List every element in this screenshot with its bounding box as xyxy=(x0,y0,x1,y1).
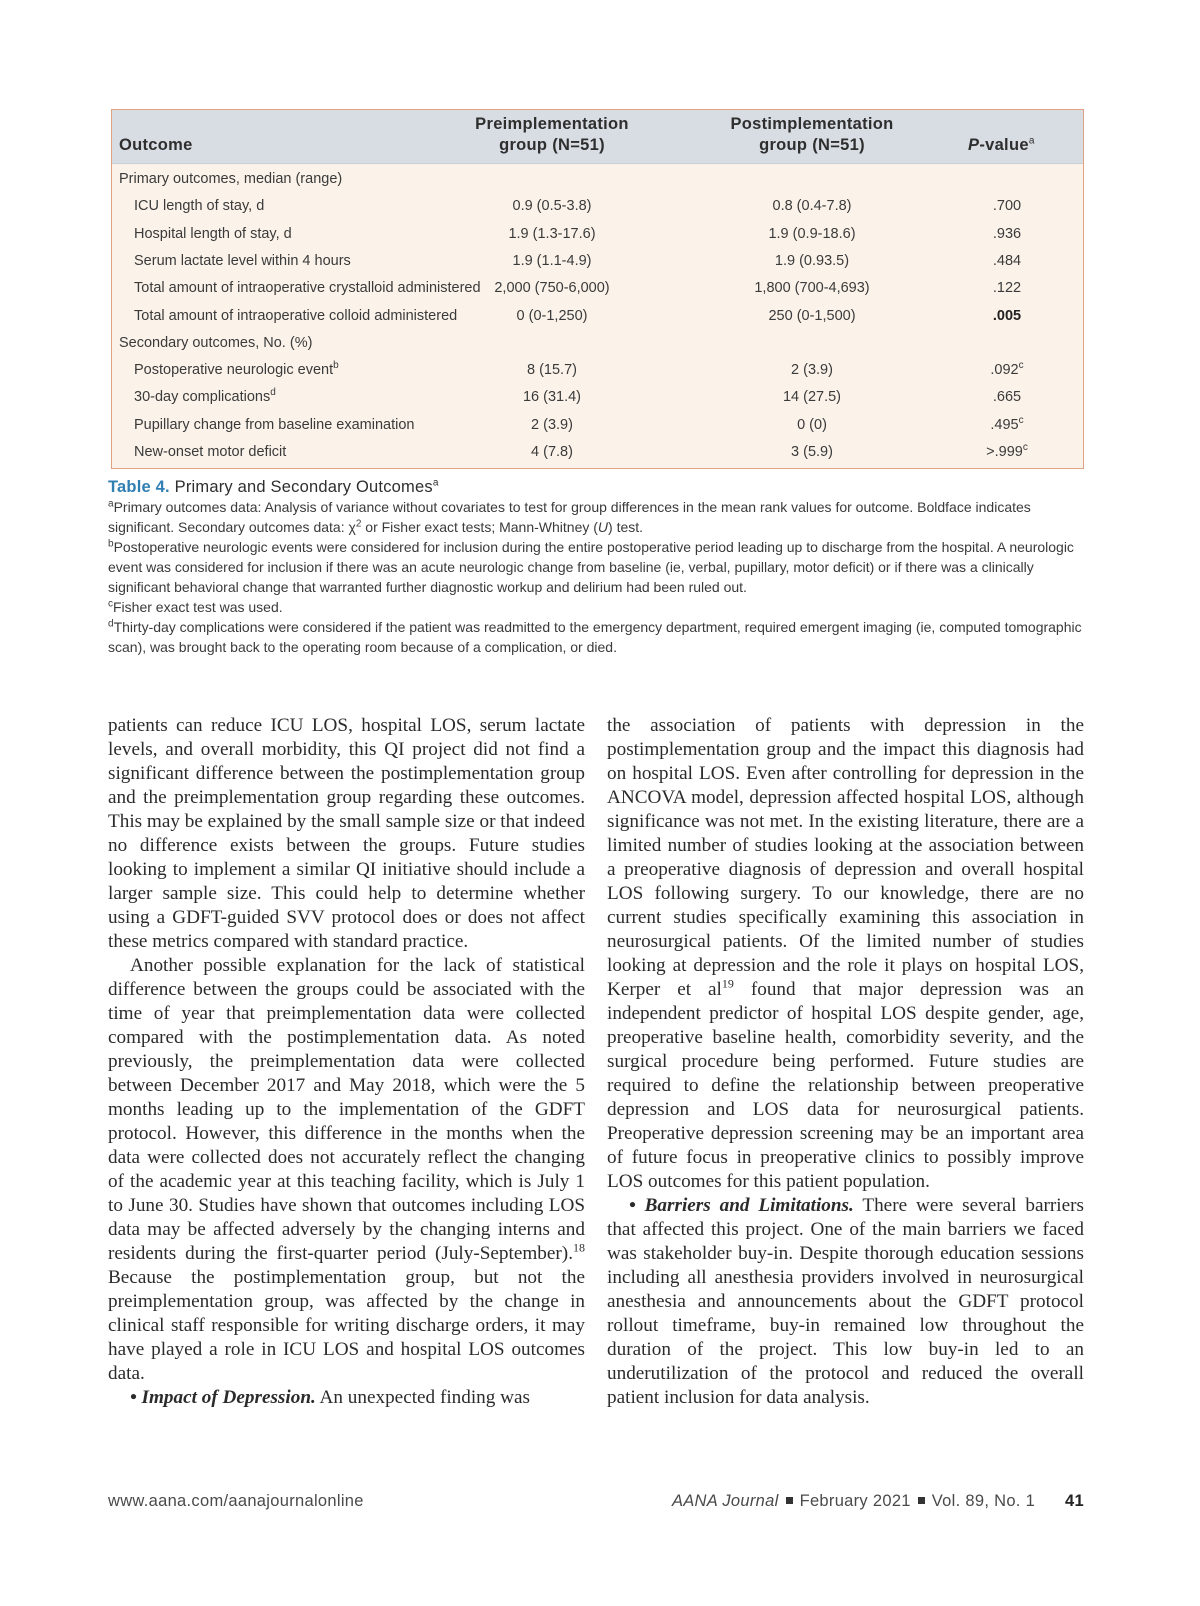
footer-date: February 2021 xyxy=(799,1492,911,1510)
p-value-footnote-mark: c xyxy=(1018,414,1024,426)
p-value xyxy=(942,414,1072,433)
outcome-label xyxy=(134,362,339,378)
left-paragraph-3-text: An unexpected finding was xyxy=(315,1387,531,1408)
footnote-a-u: U xyxy=(597,519,609,535)
table-row xyxy=(112,384,1083,411)
footnote-d-text: Thirty-day complications were considered if the patient was readmitted to the emergency department, required emergent imaging (ie, computed tomographic scan), was brought back to the operating room because of a complication, or died. xyxy=(108,619,1082,655)
heading-barriers-and-limitations: • Barriers and Limitations. xyxy=(629,1195,854,1216)
outcome-label-text: Hospital length of stay, d xyxy=(134,225,292,242)
table-row xyxy=(112,248,1083,275)
left-paragraph-2 xyxy=(108,954,585,1386)
left-paragraph-3 xyxy=(108,1386,585,1410)
p-value-text: >.999 xyxy=(986,444,1023,460)
heading-impact-of-depression: • Impact of Depression. xyxy=(130,1387,316,1408)
page-number: 41 xyxy=(1065,1492,1084,1510)
footnote-b-text: Postoperative neurologic events were considered for inclusion during the entire postoperative period leading up to discharge from the hospital. A neurologic event was considered for inclusion if there was an acute neurologic change from baseline (ie, verbal, pupillary, motor deficit) or if there was a clinically significant behavioral change that warranted further diagnostic workup and delirium had been ruled out. xyxy=(108,539,1074,595)
header-postimplementation xyxy=(702,114,922,156)
post-value: 1.9 (0.93.5) xyxy=(774,252,850,269)
pre-value: 16 (31.4) xyxy=(522,389,582,406)
pre-value: 8 (15.7) xyxy=(527,362,577,379)
left-paragraph-2-b: Because the postimplementation group, but not the preimplementation group, was affected by the change in clinical staff responsible for writing discharge orders, it may have played a role in ICU LOS and hospital LOS outcomes data. xyxy=(108,1267,585,1384)
post-value: 1.9 (0.9-18.6) xyxy=(768,225,856,242)
post-value: 0 (0) xyxy=(797,416,827,433)
caption-label: Table 4. xyxy=(108,478,170,496)
footnote-a-text1: Primary outcomes data: Analysis of variance without covariates to test for group differences in the mean rank values for outcome. Boldface indicates significant. Secondary outcomes data: xyxy=(108,499,1031,535)
body-column-right xyxy=(607,714,1084,1410)
footnote-c-text: Fisher exact test was used. xyxy=(113,599,283,615)
footer-citation xyxy=(672,1492,1084,1511)
outcome-label-text: Secondary outcomes, No. (%) xyxy=(119,334,313,351)
outcome-label-text: Pupillary change from baseline examination xyxy=(134,416,415,433)
footnote-a-mark: a xyxy=(108,498,114,510)
outcome-label-text: ICU length of stay, d xyxy=(134,198,265,215)
p-value-text: .092 xyxy=(990,362,1019,379)
header-pvalue-p: P xyxy=(968,136,980,154)
right-paragraph-2 xyxy=(607,1194,1084,1410)
pre-value: 0.9 (0.5-3.8) xyxy=(512,198,592,215)
p-value-footnote-mark: c xyxy=(1018,360,1024,372)
right-paragraph-1-b: found that major depression was an independent predictor of hospital LOS despite gender, age, preoperative baseline health, comorbidity severity, and the surgical procedure being performed. Future studies are required to define the relationship between preoperative depression and LOS data for neurosurgical patients. Preoperative depression screening may be an important area of future focus in preoperative clinics to possibly improve LOS outcomes for this patient population. xyxy=(607,979,1084,1192)
reference-18: 18 xyxy=(573,1240,585,1255)
header-pvalue-sup: a xyxy=(1028,135,1035,147)
pre-value: 0 (0-1,250) xyxy=(516,307,588,324)
left-paragraph-1: patients can reduce ICU LOS, hospital LOS, serum lactate levels, and overall morbidity, this QI project did not find a significant difference between the postimplementation group and the preimplementation group regarding these outcomes. This may be explained by the small sample size or that indeed no difference exists between the groups. Future studies looking to implement a similar QI initiative should include a larger sample size. This could help to determine whether using a GDFT-guided SVV protocol does or does not affect these metrics compared with standard practice. xyxy=(108,715,585,952)
table-row xyxy=(112,439,1083,466)
separator-square-icon xyxy=(918,1497,925,1504)
post-value: 14 (27.5) xyxy=(782,389,842,406)
post-value: 1,800 (700-4,693) xyxy=(754,280,870,297)
outcome-label-text: Total amount of intraoperative colloid administered xyxy=(134,307,458,324)
caption-title xyxy=(108,477,1083,497)
outcome-label xyxy=(134,444,286,460)
right-paragraph-1 xyxy=(607,714,1084,1194)
outcomes-table xyxy=(111,109,1084,469)
footer-url: www.aana.com/aanajournalonline xyxy=(108,1492,364,1510)
pre-value: 2,000 (750-6,000) xyxy=(494,280,610,297)
table-row xyxy=(112,166,1083,193)
header-pvalue-suffix: -value xyxy=(979,136,1029,154)
table-row xyxy=(112,303,1083,330)
section-label xyxy=(119,171,342,187)
p-value-text: .936 xyxy=(992,225,1022,242)
footnote-c xyxy=(108,597,1083,617)
table-row xyxy=(112,357,1083,384)
pre-value: 4 (7.8) xyxy=(531,444,573,460)
p-value xyxy=(942,444,1072,460)
outcome-label-text: 30-day complications xyxy=(134,389,271,406)
pre-value: 1.9 (1.3-17.6) xyxy=(508,225,596,242)
p-value-text: .005 xyxy=(992,307,1022,324)
p-value-text: .665 xyxy=(992,389,1022,406)
footnote-a-text2: or Fisher exact tests; Mann-Whitney ( xyxy=(361,519,598,535)
left-paragraph-2-a: Another possible explanation for the lack of statistical difference between the groups could be associated with the time of year that preimplementation data were collected compared with the postimplementation data. As noted previously, the preimplementation data were collected between December 2017 and May 2018, which were the 5 months leading up to the implementation of the GDFT protocol. However, this difference in the months when the data were collected does not accurately reflect the changing of the academic year at this teaching facility, which is July 1 to June 30. Studies have shown that outcomes including LOS data may be affected adversely by the changing interns and residents during the first-quarter period (July-September). xyxy=(108,955,585,1264)
footnote-a-chi-sup: 2 xyxy=(355,518,362,530)
footnote-b xyxy=(108,537,1083,597)
section-label xyxy=(119,335,312,351)
pre-value: 2 (3.9) xyxy=(531,416,573,433)
header-outcome: Outcome xyxy=(119,136,193,154)
outcome-label xyxy=(134,198,264,214)
outcome-footnote-mark: b xyxy=(333,360,339,372)
post-value: 2 (3.9) xyxy=(791,362,833,379)
outcome-label-text: New-onset motor deficit xyxy=(134,444,287,460)
post-value: 250 (0-1,500) xyxy=(768,307,856,324)
header-pre-line1: Preimplementation xyxy=(475,115,629,133)
outcome-label xyxy=(134,417,415,433)
p-value xyxy=(942,362,1072,378)
table-row xyxy=(112,193,1083,220)
table-caption xyxy=(108,477,1083,657)
header-pvalue xyxy=(968,135,1035,156)
outcome-label xyxy=(134,253,351,269)
outcome-label-text: Primary outcomes, median (range) xyxy=(119,171,343,187)
p-value xyxy=(942,226,1072,242)
header-preimplementation xyxy=(442,114,662,156)
footnote-d-mark: d xyxy=(108,618,114,630)
p-value xyxy=(942,389,1072,405)
pre-value: 1.9 (1.1-4.9) xyxy=(512,252,592,269)
body-column-left xyxy=(108,714,585,1410)
outcome-label xyxy=(134,226,292,242)
table-row xyxy=(112,330,1083,357)
table-row xyxy=(112,221,1083,248)
outcome-footnote-mark: d xyxy=(270,387,276,399)
p-value-text: .484 xyxy=(992,252,1022,269)
reference-19: 19 xyxy=(721,976,734,991)
table-header xyxy=(112,110,1083,164)
p-value xyxy=(942,308,1072,324)
outcome-label-text: Total amount of intraoperative crystalloid administered xyxy=(134,280,481,297)
table-row xyxy=(112,412,1083,439)
p-value xyxy=(942,280,1072,296)
right-paragraph-1-a: the association of patients with depression in the postimplementation group and the impact this diagnosis had on hospital LOS. Even after controlling for depression in the ANCOVA model, depression affected hospital LOS, although significance was not met. In the existing literature, there are a limited number of studies looking at the association between a preoperative diagnosis of depression and overall hospital LOS following surgery. To our knowledge, there are no current studies specifically examining this association in neurosurgical patients. Of the limited number of studies looking at depression and the role it plays on hospital LOS, Kerper et al xyxy=(607,715,1084,1000)
outcome-label-text: Postoperative neurologic event xyxy=(134,362,334,379)
caption-title-sup: a xyxy=(432,477,439,489)
footnote-d xyxy=(108,617,1083,657)
header-post-line1: Postimplementation xyxy=(730,115,894,133)
header-pre-line2: group (N=51) xyxy=(499,136,605,154)
footnote-a-chi: χ xyxy=(348,519,356,535)
separator-square-icon xyxy=(786,1497,793,1504)
p-value xyxy=(942,198,1072,214)
caption-title-text: Primary and Secondary Outcomes xyxy=(174,478,433,496)
outcome-label xyxy=(134,280,481,296)
outcome-label xyxy=(134,308,457,324)
footnote-b-mark: b xyxy=(108,538,114,550)
p-value-text: .700 xyxy=(992,198,1022,215)
p-value-text: .122 xyxy=(992,280,1022,297)
outcome-label xyxy=(134,389,276,405)
outcome-label-text: Serum lactate level within 4 hours xyxy=(134,252,351,269)
footer-journal: AANA Journal xyxy=(671,1492,779,1510)
footer-volume: Vol. 89, No. 1 xyxy=(931,1492,1036,1510)
footnote-a xyxy=(108,497,1083,537)
header-post-line2: group (N=51) xyxy=(759,136,865,154)
p-value-footnote-mark: c xyxy=(1022,442,1028,454)
post-value: 3 (5.9) xyxy=(791,444,833,460)
table-row xyxy=(112,275,1083,302)
footnote-c-mark: c xyxy=(108,598,113,610)
right-paragraph-2-text: There were several barriers that affected this project. One of the main barriers we faced was stakeholder buy-in. Despite thorough education sessions including all anesthesia providers involved in neurosurgical anesthesia and announcements about the GDFT protocol rollout timeframe, buy-in remained low throughout the duration of the project. This low buy-in led to an underutilization of the protocol and reduced the overall patient inclusion for data analysis. xyxy=(607,1195,1085,1408)
footnote-a-text3: ) test. xyxy=(608,519,644,535)
p-value xyxy=(942,253,1072,269)
p-value-text: .495 xyxy=(990,416,1019,433)
post-value: 0.8 (0.4-7.8) xyxy=(772,198,852,215)
